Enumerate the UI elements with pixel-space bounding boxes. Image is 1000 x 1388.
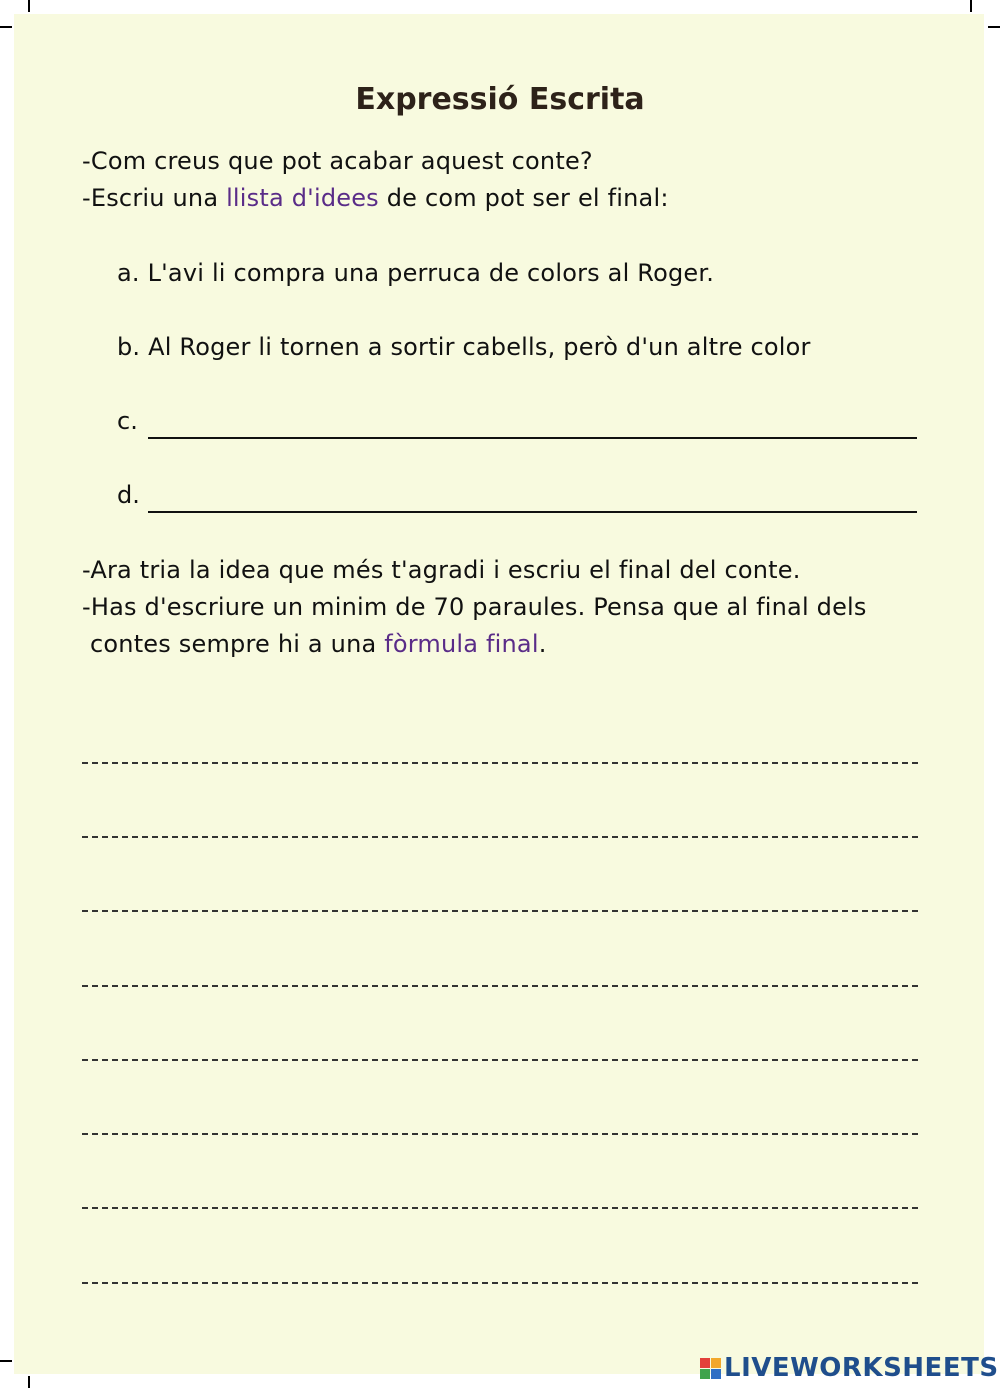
- worksheet-page: [14, 14, 984, 1374]
- crop-mark: [970, 0, 972, 12]
- answer-line-1[interactable]: [82, 732, 918, 764]
- idea-d-label: d.: [117, 481, 140, 509]
- question-2-text: -Escriu una: [82, 184, 227, 212]
- liveworksheets-logo[interactable]: [700, 1354, 999, 1382]
- answer-line-2[interactable]: [82, 806, 918, 838]
- idea-c-input[interactable]: [148, 407, 917, 439]
- question-2-end: de com pot ser el final:: [378, 184, 669, 212]
- answer-line-4[interactable]: [82, 955, 918, 987]
- liveworksheets-logo-icon: [700, 1358, 721, 1379]
- instruction-3: [90, 630, 547, 658]
- instruction-2: -Has d'escriure un minim de 70 paraules. Pensa que al final dels: [82, 593, 867, 621]
- idea-c-row: [117, 407, 917, 447]
- highlight-ideas: llista d'idees: [226, 184, 379, 212]
- idea-d-row: [117, 481, 917, 521]
- crop-mark: [988, 26, 1000, 28]
- instruction-1: -Ara tria la idea que més t'agradi i escriu el final del conte.: [82, 556, 801, 584]
- logo-text: LIVEWORKSHEETS: [724, 1353, 999, 1383]
- answer-line-7[interactable]: [82, 1177, 918, 1209]
- idea-b: b. Al Roger li tornen a sortir cabells, però d'un altre color: [117, 333, 811, 361]
- answer-line-8[interactable]: [82, 1252, 918, 1284]
- crop-mark: [28, 1376, 30, 1388]
- question-2: [82, 184, 669, 212]
- crop-mark: [0, 1360, 12, 1362]
- idea-d-input[interactable]: [148, 481, 917, 513]
- worksheet-title: Expressió Escrita: [355, 82, 645, 117]
- instruction-3-text: contes sempre hi a una: [90, 630, 385, 658]
- answer-line-6[interactable]: [82, 1103, 918, 1135]
- highlight-formula: fòrmula final: [384, 630, 539, 658]
- answer-line-5[interactable]: [82, 1029, 918, 1061]
- question-1: -Com creus que pot acabar aquest conte?: [82, 147, 593, 175]
- crop-mark: [28, 0, 30, 12]
- crop-mark: [0, 26, 12, 28]
- instruction-3-end: .: [538, 630, 547, 658]
- answer-line-3[interactable]: [82, 880, 918, 912]
- idea-c-label: c.: [117, 407, 138, 435]
- idea-a: a. L'avi li compra una perruca de colors al Roger.: [117, 259, 715, 287]
